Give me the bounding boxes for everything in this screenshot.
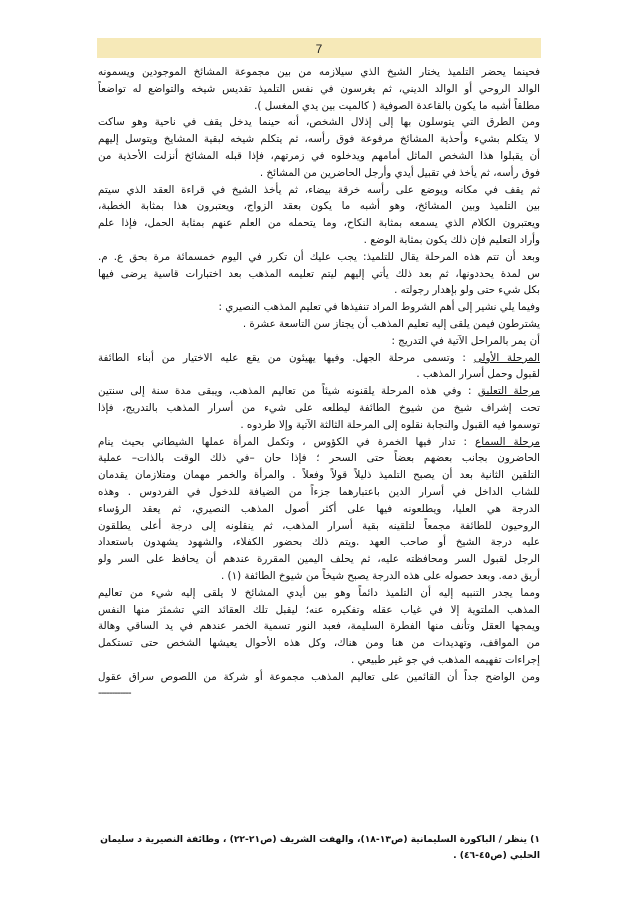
line-text: : وتسمى مرحلة الجهل. وفيها يهيئون من يقع عليه الاختيار من أبناء الطائفة [98,351,474,364]
text-line: لا يتكلم بشيء وأحذية المشائخ مرفوعة فوق رأسه، ثم يتكلم شيخه لبقية المشايخ ويتوسل إليهم [98,133,540,146]
text-line: تحت إشراف شيخ من شيوخ الطائفة ليطلعه على شيء من أسرار المذهب بالتدريج، فإذا [98,401,540,414]
text-line: بكل شيء حتى ولو بإهدار رجولته . [394,284,540,297]
text-line: لقبول وحمل أسرار المذهب . [416,368,540,381]
text-line: أن يقبلوا هذا الشخص الماثل أمامهم ويدخلوه في زمرتهم، فإذا قبله المشائخ أنزلت الأحذية من [98,149,540,162]
footnote-separator: ------------ [98,687,131,700]
text-line [98,383,540,400]
footnote-line: ١) ينظر / الباكورة السليمانية (ص١٣-١٨)، والهفت الشريف (ص٢١-٢٢) ، وطائفة النصيرية د سليمان [100,834,540,845]
text-line: عليه درجة الشيخ أو صاحب العهد .ويتم ذلك بحضور الكفلاء، والشهود يشهدون باستعداد [98,536,540,549]
text-line: إجراءات تفهيمه المذهب في جو غير طبيعي . [351,653,540,666]
page-number-bar [97,38,541,58]
text-line: الحاضرون بجانب بعضهم بعضاً حتى السحر ؛ فإذا حان –في ذلك الوقت بالذات– عملية [98,452,540,465]
text-line [98,350,540,367]
text-line: أريق دمه. وبعد حصوله على هذه الدرجة يصبح شيخاً من شيوخ الطائفة (١) . [221,569,540,582]
text-line: الدرجة هي العليا، ويطلعونه فيها على أكثر أصول المذهب النصيري، ثم يعقد الرؤساء [98,502,540,515]
stage-heading: مرحلة التعليق [477,385,540,398]
text-line: فوق رأسه، ثم يأخذ في تقبيل أيدي وأرجل الحاضرين من المشائخ . [259,166,540,179]
body-text [98,64,540,702]
text-line [98,434,540,451]
text-line: ويمجها العقل وتأنف منها الفطرة السليمة، فعبد النور تسمية الخمر عندهم في يد الساقي وهالة [98,620,540,633]
line-text: : وفي هذه المرحلة يلقنونه شيئاً من تعاليم المذهب، ويبقى مدة سنة إلى سنتين [98,385,478,398]
text-line: أن يمر بالمراحل الآتية في التدريج : [391,334,540,347]
line-text: : تدار فيها الخمرة في الكؤوس ، وتكمل المرأة عملها الشيطاني بحيث ينام [98,435,476,448]
stage-heading: المرحلة الأولى [473,351,540,364]
text-line: الرجل لقبول السر ومحافظته عليه، ثم يحلف اليمين المقررة عندهم أن يحافظ على السر ولو [98,553,540,566]
text-line: س لمدة يحددونها، ثم بعد ذلك يأتي إليهم ليتم تعليمه المذهب بعد اختبارات قاسية يرضى فيها [98,267,540,280]
text-line: من المواقف، وتهديدات من هنا ومن هناك، وكل هذه الأحوال يعيشها الشخص حتى تستكمل [98,637,540,650]
text-line: بين التلميذ وبين المشائخ، وهو أشبه ما يكون بعقد الزواج، ويعتبرون هذا بمثابة الخطبة، [98,200,540,213]
stage-heading: مرحلة السماع [475,435,540,448]
text-line: الروحيون للطائفة مجمعاً لتلقينه بقية أسرار المذهب، ثم ينقلونه إلى درجة أعلى يطلقون [98,519,540,532]
text-line: للشاب الداخل في أسرار الدين باعتبارهما جزءاً من الضيافة للدخول في الفردوس . وهذه [98,485,540,498]
page-number: 7 [315,42,323,56]
text-line: ومن الواضح جداً أن القائمين على تعاليم المذهب مجموعة أو شركة من اللصوص سراق عقول [98,670,540,683]
text-line: مطلقاً أشبه ما يكون بالقاعدة الصوفية ( كالميت بين يدي المغسل ). [254,99,540,112]
text-line: وبعد أن تتم هذه المرحلة يقال للتلميذ: يجب عليك أن تكرر في اليوم خمسمائة مرة بحق ع. م. [98,250,540,263]
footnote-line: الحلبي (ص٤٥-٤٦) . [453,850,540,861]
text-line: وأراد التعليم فإن ذلك يكون بمثابة الوضع . [363,233,540,246]
text-line: ويعتبرون الكلام الذي يسمعه بمثابة النكاح، وما يتحمله من العلم عنهم بمثابة الحمل، فإذا علم [98,217,540,230]
text-line: فحينما يحضر التلميذ يختار الشيخ الذي سيلازمه من بين مجموعة المشائخ الموجودين ويسمونه [98,66,540,78]
text-line: توسموا فيه القبول والنجابة نقلوه إلى المرحلة الثالثة الآتية وإلا طردوه . [240,418,540,431]
text-line: ثم يقف في مكانه ويوضع على رأسه خرقة بيضاء، ثم يأخذ الشيخ في قراءة العقد الذي سيتم [98,183,540,196]
text-line: التلقين الثانية بعد أن يصبح التلميذ ذليلاً قولاً وفعلاً . والمرأة والخمر مهمان ومتلازمان يقدمان [98,469,540,482]
text-line: يشترطون فيمن يلقى إليه تعليم المذهب أن يجتاز سن التاسعة عشرة . [242,317,540,330]
text-line: الوالد الروحي أو الوالد الديني، ثم يغرسون في نفس التلميذ تقديس شيخه والتواضع له تواضعاً [98,82,540,95]
text-line: ومن الطرق التي يتوسلون بها إلى إذلال الشخص، أنه حينما يدخل يقف في ناحية وهو ساكت [98,116,540,129]
text-line: وفيما يلي نشير إلى أهم الشروط المراد تنفيذها في تعليم المذهب النصيري : [218,301,540,314]
footnotes [98,832,540,864]
text-line: ومما يجدر التنبيه إليه أن التلميذ دائماً وهو بين أيدي المشائخ لا يلقى إليه شيء من تعاليم [98,586,540,599]
text-line: المذهب الملتوية إلا في غياب عقله وتفكيره عنه؛ ليقبل تلك العقائد التي تشمئز منها النفس [98,603,540,616]
